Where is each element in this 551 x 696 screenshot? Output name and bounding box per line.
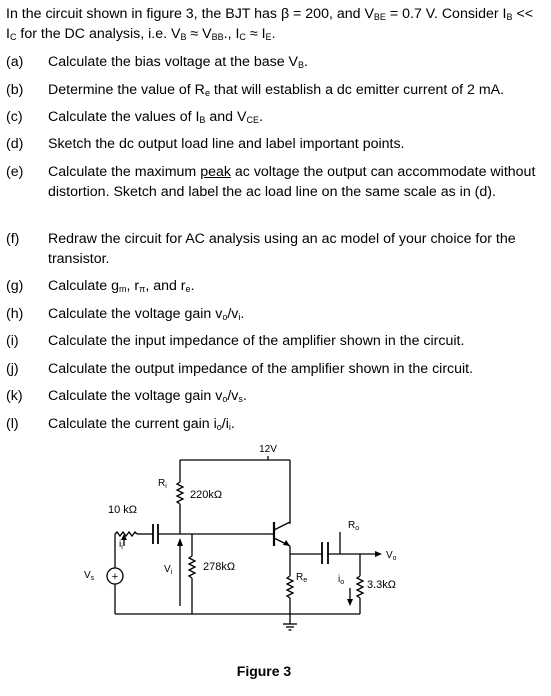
label-r1-value: 220kΩ [190,489,223,501]
r1-resistor [177,482,183,504]
label-rl-value: 3.3kΩ [367,579,397,591]
label-rs: 10 kΩ [108,504,138,516]
re-resistor [287,576,293,598]
label-ii: $i_i$ [119,539,123,551]
label-vo: $V_o$ [386,550,397,562]
label-ro: $R_o$ [348,520,360,532]
circuit-diagram [0,436,551,696]
label-re: $R_e$ [296,572,308,584]
figure-caption: Figure 3 [236,663,292,679]
source-plus-sign: + [111,571,119,583]
load-resistor [357,576,363,598]
rs-resistor [115,532,137,536]
label-vi: $V_i$ [164,564,173,576]
r2-resistor [189,556,195,578]
vi-arrow-head [177,538,183,546]
label-supply: 12V [259,444,277,455]
label-r1: $R_i$ [158,478,167,490]
io-arrow-head [347,599,353,606]
label-vs: $V_s$ [84,570,95,582]
label-io: $i_o$ [338,574,345,586]
problem-intro: In the circuit shown in figure 3, the BJT has β = 200, and $V_{BE} = 0.7$ V. Consider $I_B$ << $I_C$ for the DC analysis, i.e. $V_B \approx V_{BB}$., $I_C \approx I_E$. [6,6,534,42]
vo-arrow-head [375,551,382,557]
label-r2-value: 278kΩ [203,561,236,573]
